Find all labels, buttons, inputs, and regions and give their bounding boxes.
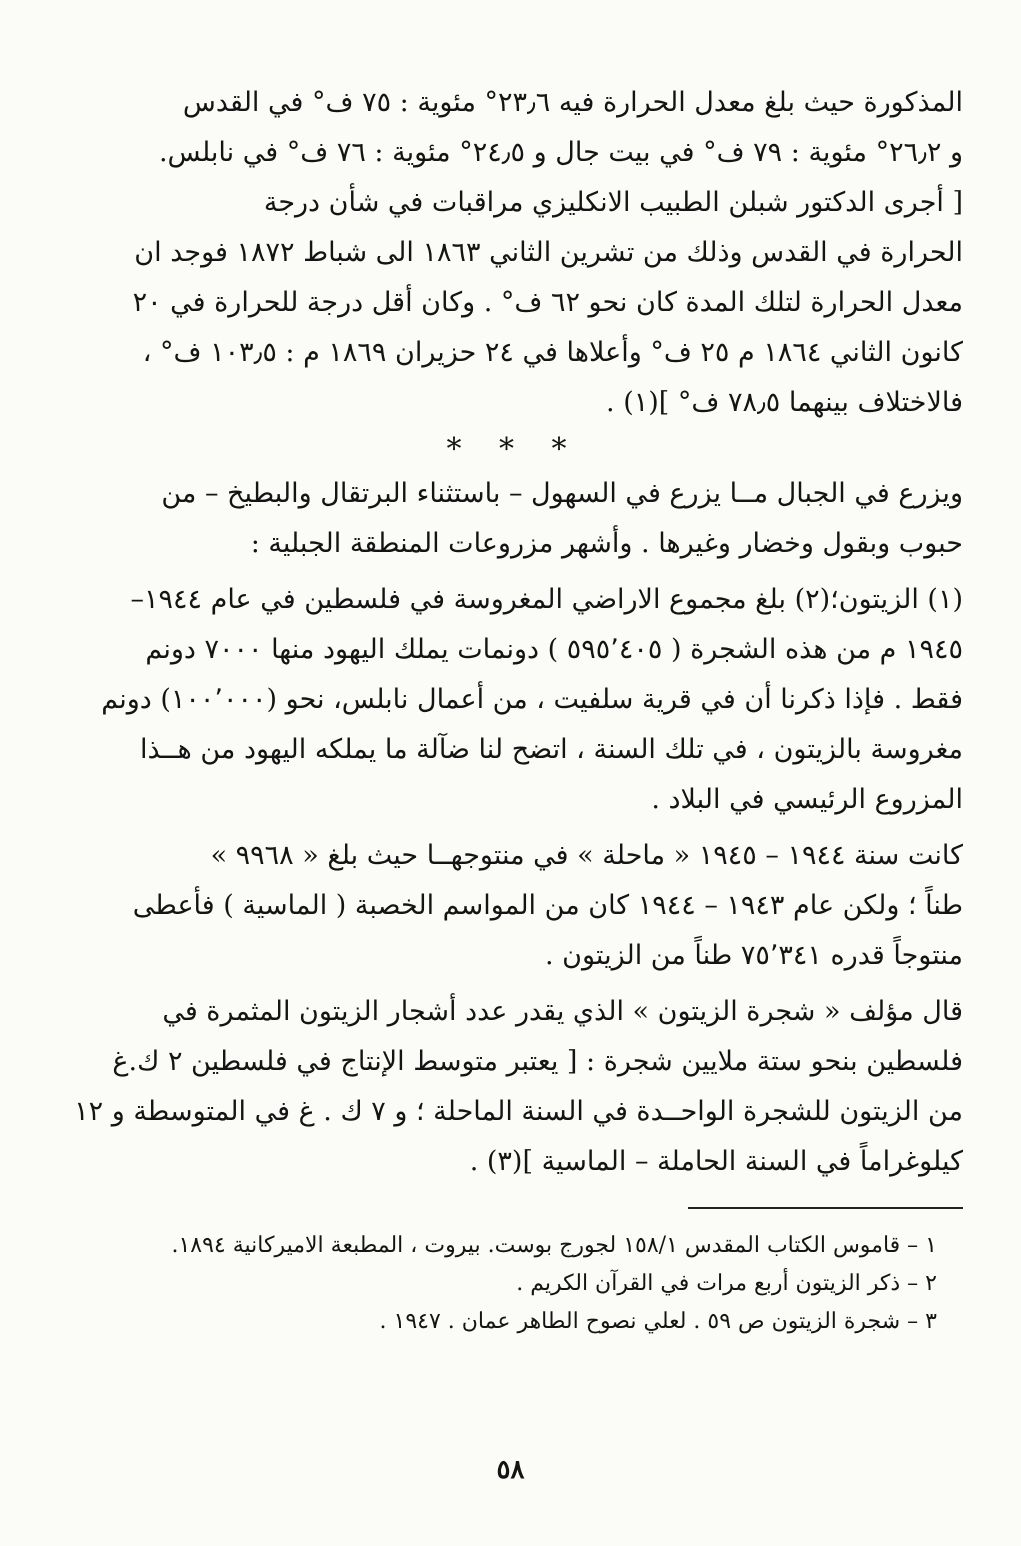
footnote: ٣ – شجرة الزيتون ص ٥٩ . لعلي نصوح الطاهر عمان . ١٩٤٧ . xyxy=(379,1309,937,1334)
text-line: مغروسة بالزيتون ، في تلك السنة ، اتضح لنا ضآلة ما يملكه اليهود من هــذا xyxy=(140,734,963,765)
text-line: ١٩٤٥ م من هذه الشجرة ( ٥٩٥٬٤٠٥ ) دونمات يملك اليهود منها ٧٠٠٠ دونم xyxy=(145,634,963,665)
text-line: كانون الثاني ١٨٦٤ م ٢٥ ف° وأعلاها في ٢٤ حزيران ١٨٦٩ م : ١٠٣٫٥ ف° ، xyxy=(142,337,963,368)
section-separator: * * * xyxy=(446,432,581,467)
text-line: ويزرع في الجبال مــا يزرع في السهول – باستثناء البرتقال والبطيخ – من xyxy=(161,478,963,509)
footnote: ٢ – ذكر الزيتون أربع مرات في القرآن الكريم . xyxy=(516,1271,937,1296)
paragraph-olive-tree-author xyxy=(64,987,963,1187)
text-line: طناً ؛ ولكن عام ١٩٤٣ – ١٩٤٤ كان من المواسم الخصبة ( الماسية ) فأعطى xyxy=(132,890,963,921)
paragraph-temperature xyxy=(64,78,963,428)
text-line: منتوجاً قدره ٧٥٬٣٤١ طناً من الزيتون . xyxy=(544,940,963,971)
paragraph-olives xyxy=(64,575,963,825)
text-line: حبوب وبقول وخضار وغيرها . وأشهر مزروعات المنطقة الجبلية : xyxy=(250,528,963,559)
paragraph-mountain-crops xyxy=(64,469,963,569)
text-line: و ٢٦٫٢° مئوية : ٧٩ ف° في بيت جال و ٢٤٫٥° مئوية : ٧٦ ف° في نابلس. xyxy=(158,137,963,168)
footnote: ١ – قاموس الكتاب المقدس ١٥٨/١ لجورج بوست. بيروت ، المطبعة الاميركانية ١٨٩٤. xyxy=(171,1233,937,1258)
footnotes xyxy=(64,1227,963,1341)
footnote-divider xyxy=(688,1207,963,1209)
text-line: كانت سنة ١٩٤٤ – ١٩٤٥ « ماحلة » في منتوجهــا حيث بلغ « ٩٩٦٨ » xyxy=(210,840,963,871)
text-line: (١) الزيتون؛(٢) بلغ مجموع الاراضي المغروسة في فلسطين في عام ١٩٤٤– xyxy=(130,584,963,615)
text-line: قال مؤلف « شجرة الزيتون » الذي يقدر عدد أشجار الزيتون المثمرة في xyxy=(162,996,963,1027)
text-line: الحرارة في القدس وذلك من تشرين الثاني ١٨٦٣ الى شباط ١٨٧٢ فوجد ان xyxy=(134,237,963,268)
text-line: من الزيتون للشجرة الواحــدة في السنة الماحلة ؛ و ٧ ك . غ في المتوسطة و ١٢ xyxy=(74,1096,963,1127)
text-line: المزروع الرئيسي في البلاد . xyxy=(651,784,963,815)
text-line: المذكورة حيث بلغ معدل الحرارة فيه ٢٣٫٦° مئوية : ٧٥ ف° في القدس xyxy=(182,87,963,118)
text-line: فالاختلاف بينهما ٧٨٫٥ ف° ](١) . xyxy=(606,387,963,418)
text-line: معدل الحرارة لتلك المدة كان نحو ٦٢ ف° . وكان أقل درجة للحرارة في ٢٠ xyxy=(132,287,963,318)
text-line: فقط . فإذا ذكرنا أن في قرية سلفيت ، من أعمال نابلس، نحو (١٠٠٬٠٠٠) دونم xyxy=(101,684,963,715)
paragraph-olive-production xyxy=(64,831,963,981)
text-line: كيلوغراماً في السنة الحاملة – الماسية ](٣) . xyxy=(469,1146,963,1177)
text-line: فلسطين بنحو ستة ملايين شجرة : [ يعتبر متوسط الإنتاج في فلسطين ٢ ك.غ xyxy=(112,1046,963,1077)
page-number: ٥٨ xyxy=(496,1455,525,1485)
text-line: [ أجرى الدكتور شبلن الطبيب الانكليزي مراقبات في شأن درجة xyxy=(263,187,963,218)
